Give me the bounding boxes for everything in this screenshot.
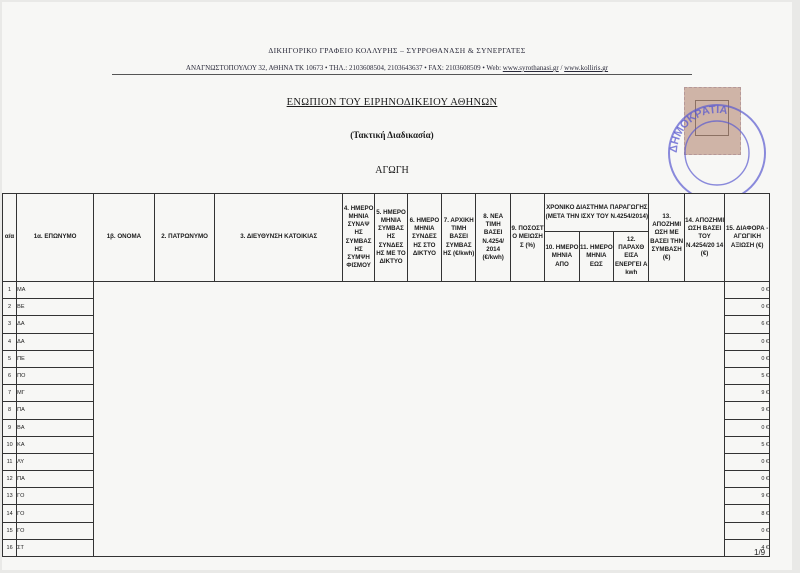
header-reduction-percent: 9. ΠΟΣΟΣΤ Ο ΜΕΙΩΣΗ Σ (%): [510, 194, 544, 282]
claimants-table: [2, 193, 770, 557]
header-new-price: 8. ΝΕΑ ΤΙΜΗ ΒΑΣΕΙ Ν.4254/ 2014 (€/kwh): [476, 194, 510, 282]
row-number: 5: [3, 350, 17, 367]
header-date-to: 11. ΗΜΕΡΟ ΜΗΝΙΑ ΕΩΣ: [579, 232, 613, 282]
row-number: 6: [3, 367, 17, 384]
header-compensation-contract: 13. ΑΠΟΖΗΜΙ ΩΣΗ ΜΕ ΒΑΣΕΙ ΤΗΝ ΣΥΜΒΑΣΗ (€): [649, 194, 684, 282]
row-surname: ΠΑ: [17, 402, 94, 419]
row-surname: ΔΑ: [17, 333, 94, 350]
address-text: ΑΝΑΓΝΩΣΤΟΠΟΥΛΟΥ 32, ΑΘΗΝΑ ΤΚ 10673 • ΤΗΛ.: 2103608504, 2103643637 • FAX: 2103608509 • Web:: [185, 64, 503, 72]
row-number: 11: [3, 453, 17, 470]
row-claim-amount: 9 €: [725, 488, 770, 505]
row-claim-amount: 8 €: [725, 505, 770, 522]
row-number: 10: [3, 436, 17, 453]
row-number: 4: [3, 333, 17, 350]
row-claim-amount: 0 €: [725, 453, 770, 470]
page-number: 1/9: [754, 548, 766, 557]
header-compensation-law: 14. ΑΠΟΖΗΜΙ ΩΣΗ ΒΑΣΕΙ ΤΟΥ Ν.4254/20 14 (€): [684, 194, 724, 282]
row-surname: ΓΟ: [17, 522, 94, 539]
row-surname: ΣΤ: [17, 539, 94, 556]
header-father-name: 2. ΠΑΤΡΩΝΥΜΟ: [154, 194, 215, 282]
row-claim-amount: 9 €: [725, 402, 770, 419]
website-link-1[interactable]: www.syrothanasi.gr: [502, 64, 559, 72]
table-row: [3, 282, 770, 299]
row-number: 2: [3, 299, 17, 316]
document-title: ΑΓΩΓΗ: [375, 165, 409, 176]
row-surname: ΛΥ: [17, 453, 94, 470]
row-surname: ΠΕ: [17, 350, 94, 367]
row-number: 15: [3, 522, 17, 539]
header-address: 3. ΔΙΕΥΘΥΝΣΗ ΚΑΤΟΙΚΙΑΣ: [215, 194, 342, 282]
row-number: 12: [3, 471, 17, 488]
row-claim-amount: 4 €: [725, 539, 770, 556]
row-number: 8: [3, 402, 17, 419]
row-claim-amount: 0 €: [725, 333, 770, 350]
letterhead-firm: ΔΙΚΗΓΟΡΙΚΟ ΓΡΑΦΕΙΟ ΚΟΛΛΥΡΗΣ – ΣΥΡΡΟΘΑΝΑΣΗ & ΣΥΝΕΡΓΑΤΕΣ: [268, 46, 526, 55]
row-claim-amount: 0 €: [725, 471, 770, 488]
procedure-subtitle: (Τακτική Διαδικασία): [350, 130, 434, 140]
svg-text:ΔΗΜΟΚΡΑΤΙΑ: [668, 104, 729, 153]
row-surname: ΠΑ: [17, 471, 94, 488]
row-surname: ΜΓ: [17, 385, 94, 402]
header-surname: 1α. ΕΠΩΝΥΜΟ: [17, 194, 94, 282]
row-surname: ΚΑ: [17, 436, 94, 453]
row-number: 13: [3, 488, 17, 505]
header-contract-date: 4. ΗΜΕΡΟ ΜΗΝΙΑ ΣΥΝΑΨ ΗΣ ΣΥΜΒΑΣ ΗΣ ΣΥΜΨΗ ΦΙΣΜΟΥ: [342, 194, 374, 282]
row-claim-amount: 0 €: [725, 299, 770, 316]
row-number: 1: [3, 282, 17, 299]
court-heading: ΕΝΩΠΙΟΝ ΤΟΥ ΕΙΡΗΝΟΔΙΚΕΙΟΥ ΑΘΗΝΩΝ: [286, 97, 498, 108]
row-number: 9: [3, 419, 17, 436]
row-number: 3: [3, 316, 17, 333]
row-claim-amount: 9 €: [725, 385, 770, 402]
stamp-text: ΔΗΜΟΚΡΑΤΙΑ: [667, 103, 729, 154]
row-number: 7: [3, 385, 17, 402]
row-surname: ΠΟ: [17, 367, 94, 384]
row-claim-amount: 5 €: [725, 436, 770, 453]
website-separator: /: [558, 64, 565, 72]
row-number: 16: [3, 539, 17, 556]
header-connection-date: 6. ΗΜΕΡΟ ΜΗΝΙΑ ΣΥΝΔΕΣ ΗΣ ΣΤΟ ΔΙΚΤΥΟ: [407, 194, 441, 282]
official-stamp-seal: [662, 98, 772, 208]
website-link-2[interactable]: www.kolliris.gr: [564, 64, 609, 72]
header-name: 1β. ΟΝΟΜΑ: [94, 194, 155, 282]
header-difference-claim: 15. ΔΙΑΦΟΡΑ - ΑΓΩΓΙΚΗ ΑΞΙΩΣΗ (€): [725, 194, 770, 282]
row-claim-amount: 5 €: [725, 367, 770, 384]
letterhead-address: [2, 64, 792, 72]
header-connection-contract-date: 5. ΗΜΕΡΟ ΜΗΝΙΑ ΣΥΜΒΑΣ ΗΣ ΣΥΝΔΕΣ ΗΣ ΜΕ ΤΟ ΔΙΚΤΥΟ: [375, 194, 407, 282]
header-date-from: 10. ΗΜΕΡΟ ΜΗΝΙΑ ΑΠΟ: [545, 232, 579, 282]
row-claim-amount: 0 €: [725, 522, 770, 539]
row-claim-amount: 0 €: [725, 282, 770, 299]
row-claim-amount: 0 €: [725, 350, 770, 367]
letterhead-rule: [112, 74, 692, 75]
row-surname: ΔΑ: [17, 316, 94, 333]
row-surname: ΒΕ: [17, 299, 94, 316]
header-production-period: ΧΡΟΝΙΚΟ ΔΙΑΣΤΗΜΑ ΠΑΡΑΓΩΓΗΣ (ΜΕΤΑ ΤΗΝ ΙΣΧΥ ΤΟΥ Ν.4254/2014): [545, 194, 649, 232]
claimants-table-body: [3, 282, 770, 557]
row-claim-amount: 6 €: [725, 316, 770, 333]
row-surname: ΒΑ: [17, 419, 94, 436]
obscured-table-area: [94, 282, 725, 557]
row-surname: ΓΟ: [17, 488, 94, 505]
document-page: [2, 2, 792, 570]
row-claim-amount: 0 €: [725, 419, 770, 436]
row-surname: ΜΑ: [17, 282, 94, 299]
header-energy-kwh: 12. ΠΑΡΑΧΘ ΕΙΣΑ ΕΝΕΡΓΕΙ Α kwh: [614, 232, 649, 282]
header-aa: α/α: [3, 194, 17, 282]
row-surname: ΓΟ: [17, 505, 94, 522]
row-number: 14: [3, 505, 17, 522]
header-initial-price: 7. ΑΡΧΙΚΗ ΤΙΜΗ ΒΑΣΕΙ ΣΥΜΒΑΣ ΗΣ (€/kwh): [442, 194, 476, 282]
